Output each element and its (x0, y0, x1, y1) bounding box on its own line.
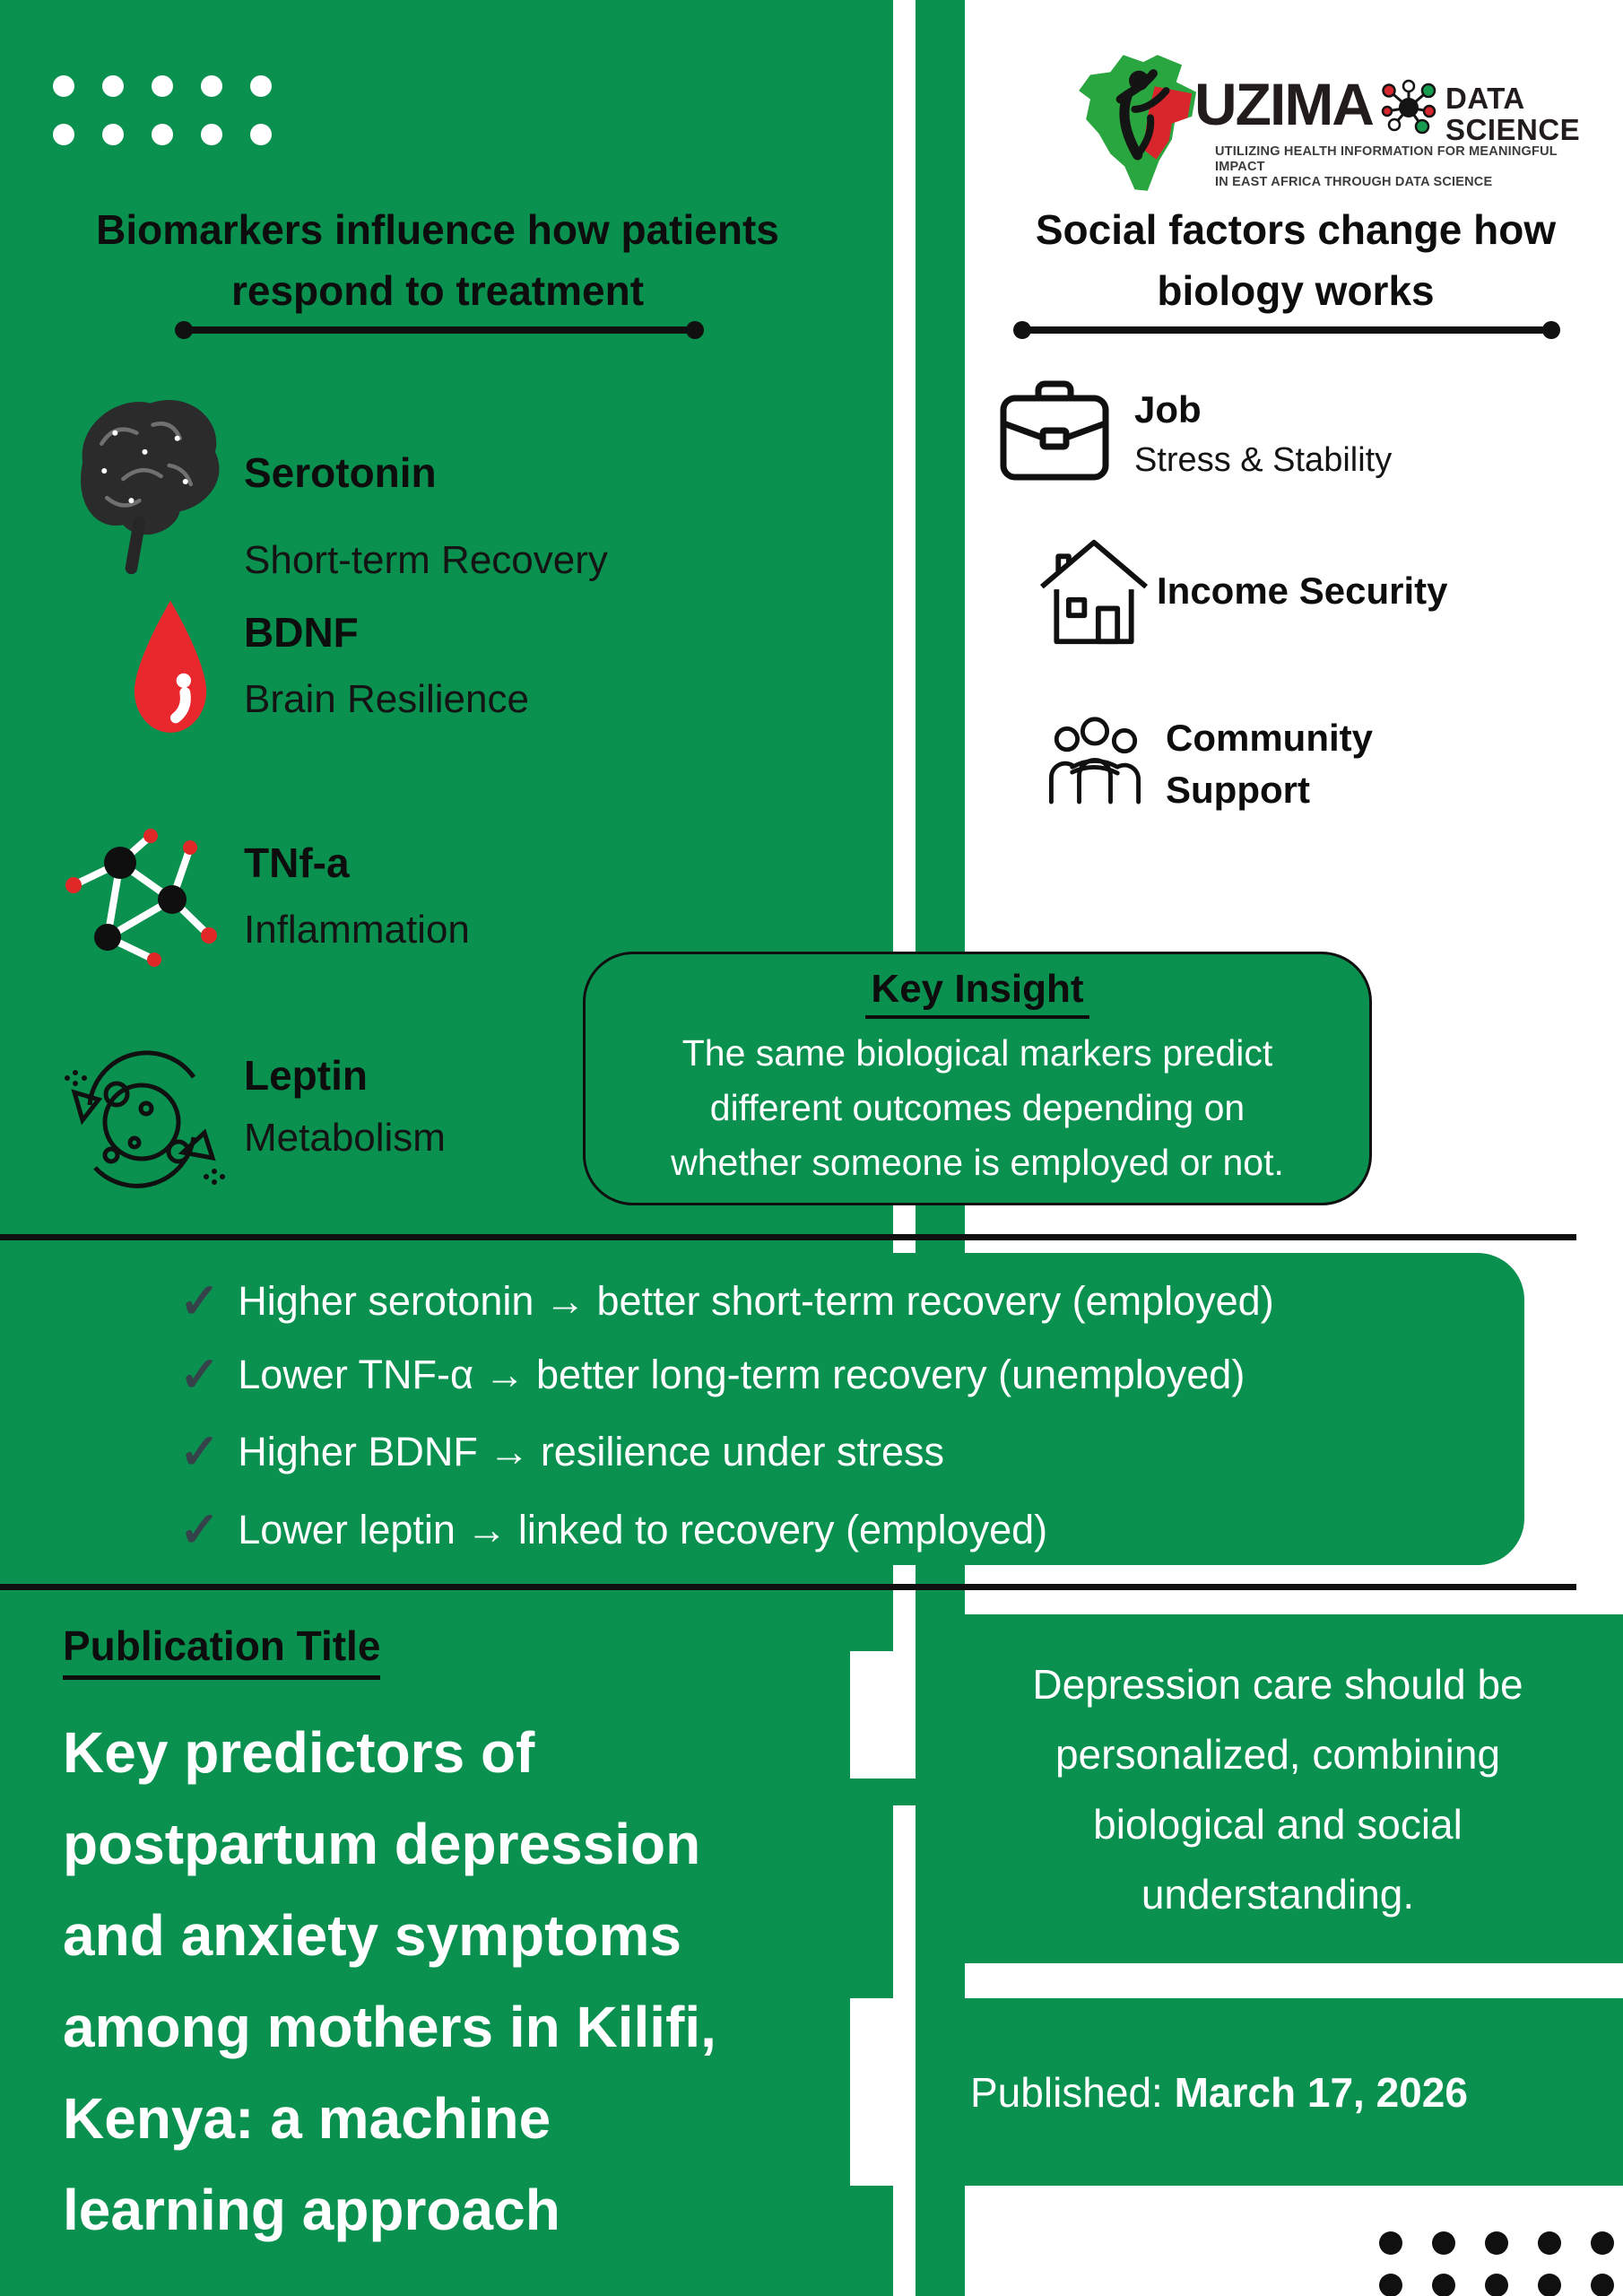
logo-brand-text: UZIMA (1194, 71, 1373, 137)
logo-unit-text (1445, 83, 1580, 145)
horizontal-rule-top (0, 1234, 1576, 1240)
takeaway-line1: Depression care should be (1032, 1660, 1523, 1708)
dot (102, 75, 124, 97)
social-factor-description: Stress & Stability (1134, 441, 1393, 479)
logo-tagline (1215, 144, 1592, 190)
left-section-title-line2: respond to treatment (230, 267, 645, 314)
dot (1538, 2231, 1561, 2255)
takeaway-text (955, 1649, 1601, 1929)
dot (1538, 2274, 1561, 2296)
key-insight-title: Key Insight (865, 967, 1089, 1019)
biomarker-name: BDNF (244, 609, 359, 656)
dot (250, 75, 272, 97)
dot (152, 124, 173, 145)
dot (1485, 2231, 1508, 2255)
left-section-title (34, 199, 841, 321)
social-factor-name-line2: Support (1166, 769, 1310, 811)
dot (1379, 2231, 1402, 2255)
publication-title-line3: and anxiety symptoms (63, 1903, 681, 1968)
takeaway-line2: personalized, combining (1055, 1730, 1501, 1778)
biomarker-description: Brain Resilience (244, 677, 529, 721)
dot (201, 124, 222, 145)
takeaway-box (933, 1614, 1623, 1963)
published-box (933, 1998, 1623, 2186)
green-connector (893, 1779, 916, 1805)
publication-title-line5: Kenya: a machine (63, 2086, 551, 2151)
dot (53, 124, 74, 145)
right-section-title (982, 199, 1610, 321)
logo-tagline-line1: UTILIZING HEALTH INFORMATION FOR MEANINGFUL IMPACT (1215, 144, 1558, 174)
finding-text: Lower leptin → linked to recovery (employed) (238, 1507, 1048, 1552)
logo-unit-line1: DATA (1445, 82, 1525, 115)
social-factor-name-line1: Community (1166, 717, 1373, 759)
social-factor-name: Job (1134, 388, 1202, 430)
finding-row (179, 1275, 1274, 1327)
social-factor-name (1166, 712, 1373, 816)
molecule-network-icon (49, 821, 224, 973)
left-section-title-line1: Biomarkers influence how patients (96, 206, 779, 253)
dot (201, 75, 222, 97)
dot (250, 124, 272, 145)
finding-row (179, 1504, 1047, 1556)
checkmark-icon: ✓ (179, 1425, 221, 1479)
social-factor-name: Income Security (1157, 570, 1448, 612)
key-insight-line3: whether someone is employed or not. (671, 1142, 1284, 1183)
molecule-logo-icon (1378, 79, 1441, 136)
dot (1379, 2274, 1402, 2296)
published-label: Published: (970, 2068, 1163, 2116)
key-insight-line2: different outcomes depending on (709, 1087, 1245, 1128)
biomarker-description: Inflammation (244, 908, 470, 952)
finding-text: Higher serotonin → better short-term recovery (employed) (238, 1278, 1274, 1324)
right-section-title-line1: Social factors change how (1035, 206, 1557, 253)
cell-metabolism-icon (52, 1039, 231, 1205)
blood-drop-icon (124, 590, 217, 750)
finding-row (179, 1349, 1245, 1401)
decorative-dots-bottom-right (1379, 2231, 1614, 2296)
biomarker-name: Leptin (244, 1052, 368, 1099)
dot (1432, 2274, 1455, 2296)
publication-title-line4: among mothers in Kilifi, (63, 1995, 716, 2059)
finding-text: Higher BDNF → resilience under stress (238, 1429, 945, 1474)
takeaway-line4: understanding. (1141, 1870, 1415, 1918)
key-insight-line1: The same biological markers predict (681, 1032, 1273, 1074)
right-title-underline (1022, 326, 1551, 334)
biomarker-description: Metabolism (244, 1116, 446, 1160)
finding-row (179, 1426, 944, 1478)
checkmark-icon: ✓ (179, 1503, 221, 1557)
checkmark-icon: ✓ (179, 1348, 221, 1402)
dot (152, 75, 173, 97)
right-section-title-line2: biology works (1157, 267, 1435, 314)
dot (1485, 2274, 1508, 2296)
africa-map-icon (1072, 52, 1215, 194)
decorative-dots-top-left (53, 75, 272, 145)
logo-tagline-line2: IN EAST AFRICA THROUGH DATA SCIENCE (1215, 175, 1493, 189)
house-icon (1037, 536, 1150, 649)
dot (102, 124, 124, 145)
publication-title-line6: learning approach (63, 2178, 560, 2242)
dot (1591, 2231, 1614, 2255)
left-title-underline (184, 326, 695, 334)
horizontal-rule-bottom (0, 1584, 1576, 1590)
publication-title-line2: postpartum depression (63, 1812, 701, 1876)
brain-icon (56, 381, 231, 574)
publication-title-line1: Key predictors of (63, 1720, 535, 1785)
logo-unit-line2: SCIENCE (1445, 113, 1581, 146)
key-insight-body (586, 1026, 1369, 1190)
checkmark-icon: ✓ (179, 1274, 221, 1328)
briefcase-icon (995, 375, 1114, 484)
dot (1591, 2274, 1614, 2296)
biomarker-name: TNf-a (244, 839, 350, 886)
publication-label: Publication Title (63, 1622, 380, 1680)
people-icon (1033, 713, 1157, 804)
takeaway-line3: biological and social (1093, 1800, 1462, 1848)
biomarker-description: Short-term Recovery (244, 538, 608, 582)
published-date: March 17, 2026 (1174, 2068, 1468, 2116)
dot (53, 75, 74, 97)
published-line (970, 2068, 1468, 2117)
publication-title (63, 1707, 870, 2256)
dot (1432, 2231, 1455, 2255)
biomarker-name: Serotonin (244, 449, 437, 496)
finding-text: Lower TNF-α → better long-term recovery (unemployed) (238, 1352, 1245, 1397)
key-insight-box (583, 952, 1372, 1205)
